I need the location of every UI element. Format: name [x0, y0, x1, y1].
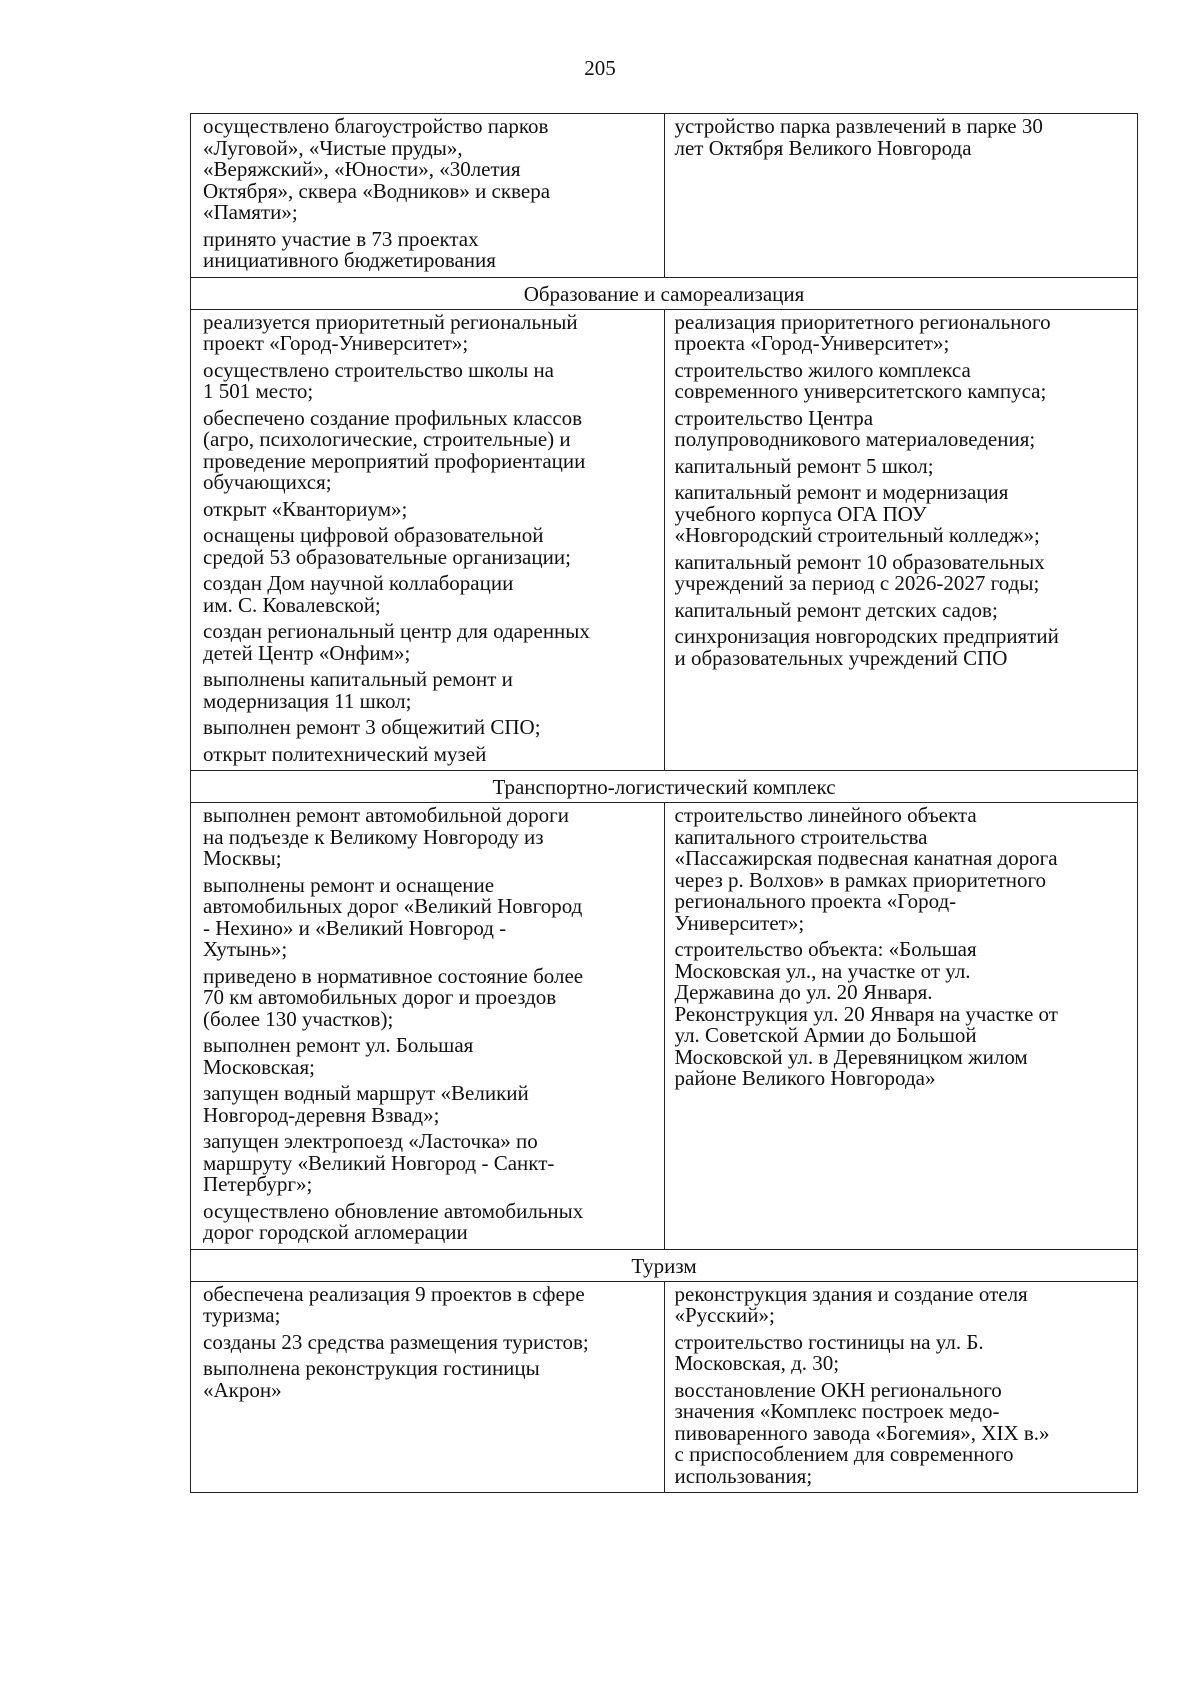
list-item: реконструкция здания и создание отеля «Русский»;: [674, 1281, 1028, 1327]
section-row: [191, 1249, 1138, 1281]
table-row: [191, 803, 1138, 1250]
list-item: капитальный ремонт 10 образовательных учреждений за период с 2026-2027 годы;: [674, 549, 1045, 595]
list-item: осуществлено обновление автомобильных дорог городской агломерации: [203, 1198, 584, 1244]
list-item: обеспечено создание профильных классов (агро, психологические, строительные) и проведение мероприятий профориентации обучающихся;: [203, 405, 586, 494]
list-item: приведено в нормативное состояние более 70 км автомобильных дорог и проездов (более 130 участков);: [203, 963, 584, 1031]
table-row: [191, 309, 1138, 771]
list-item: принято участие в 73 проектах инициативного бюджетирования: [203, 226, 496, 272]
section-heading: Образование и самореализация: [191, 277, 1138, 309]
table-row: [191, 114, 1138, 278]
section-heading: Транспортно-логистический комплекс: [191, 771, 1138, 803]
list-item: выполнен ремонт ул. Большая Московская;: [203, 1033, 474, 1079]
section-row: [191, 771, 1138, 803]
list-item: капитальный ремонт детских садов;: [674, 597, 998, 622]
list-item: реализуется приоритетный региональный проект «Город-Университет»;: [203, 309, 578, 355]
list-item: создан региональный центр для одаренных детей Центр «Онфим»;: [203, 619, 590, 665]
list-item: капитальный ремонт и модернизация учебного корпуса ОГА ПОУ «Новгородский строительный колледж»;: [674, 480, 1040, 547]
list-item: обеспечена реализация 9 проектов в сфере туризма;: [203, 1281, 585, 1327]
list-item: выполнены ремонт и оснащение автомобильных дорог «Великий Новгород - Нехино» и «Великий Новгород - Хутынь»;: [203, 872, 583, 961]
list-item: строительство Центра полупроводникового материаловедения;: [674, 405, 1036, 451]
list-item: открыт «Кванториум»;: [203, 496, 408, 521]
page-number: 205: [584, 56, 616, 80]
list-item: выполнена реконструкция гостиницы «Акрон»: [203, 1356, 540, 1402]
achievements-cell: [191, 114, 665, 278]
list-item: выполнен ремонт 3 общежитий СПО;: [203, 715, 541, 739]
list-item: созданы 23 средства размещения туристов;: [203, 1329, 589, 1354]
plans-cell: [664, 114, 1138, 278]
table-body: [191, 114, 1138, 1493]
list-item: капитальный ремонт 5 школ;: [674, 453, 934, 478]
section-heading: Туризм: [191, 1249, 1138, 1281]
table-row: [191, 1281, 1138, 1493]
list-item: устройство парка развлечений в парке 30 лет Октября Великого Новгорода: [674, 114, 1043, 160]
list-item: открыт политехнический музей: [203, 741, 487, 766]
list-item: оснащены цифровой образовательной средой 53 образовательные организации;: [203, 523, 571, 569]
list-item: восстановление ОКН регионального значения «Комплекс построек медо- пивоваренного завода «Богемия», XIX в.» с приспособлением для современного использования;: [674, 1377, 1050, 1488]
achievements-cell: [191, 803, 665, 1250]
list-item: осуществлено строительство школы на 1 501 место;: [203, 357, 555, 403]
list-item: выполнен ремонт автомобильной дороги на подъезде к Великому Новгороду из Москвы;: [203, 803, 570, 870]
section-row: [191, 277, 1138, 309]
measures-table: [190, 113, 1138, 1493]
list-item: синхронизация новгородских предприятий и образовательных учреждений СПО: [674, 624, 1059, 670]
achievements-cell: [191, 309, 665, 771]
list-item: создан Дом научной коллаборации им. С. Ковалевской;: [203, 571, 514, 617]
achievements-cell: [191, 1281, 665, 1493]
list-item: строительство объекта: «Большая Московская ул., на участке от ул. Державина до ул. 20 Января. Реконструкция ул. 20 Января на участке от ул. Советской Армии до Большой Московской ул. в Деревяницком жилом районе Великого Новгорода»: [674, 937, 1058, 1090]
list-item: строительство гостиницы на ул. Б. Московская, д. 30;: [674, 1329, 984, 1375]
list-item: осуществлено благоустройство парков «Луговой», «Чистые пруды», «Веряжский», «Юности», «30летия Октября», сквера «Водников» и сквера «Памяти»;: [203, 114, 551, 224]
list-item: строительство линейного объекта капитального строительства «Пассажирская подвесная канатная дорога через р. Волхов» в рамках приоритетного регионального проекта «Город- Университет»;: [674, 803, 1058, 935]
list-item: запущен электропоезд «Ласточка» по маршруту «Великий Новгород - Санкт- Петербург»;: [203, 1129, 555, 1196]
plans-cell: [664, 309, 1138, 771]
plans-cell: [664, 1281, 1138, 1493]
list-item: выполнены капитальный ремонт и модернизация 11 школ;: [203, 667, 513, 713]
list-item: реализация приоритетного регионального проекта «Город-Университет»;: [674, 309, 1051, 355]
list-item: запущен водный маршрут «Великий Новгород-деревня Взвад»;: [203, 1081, 529, 1127]
plans-cell: [664, 803, 1138, 1250]
list-item: строительство жилого комплекса современного университетского кампуса;: [674, 357, 1047, 403]
